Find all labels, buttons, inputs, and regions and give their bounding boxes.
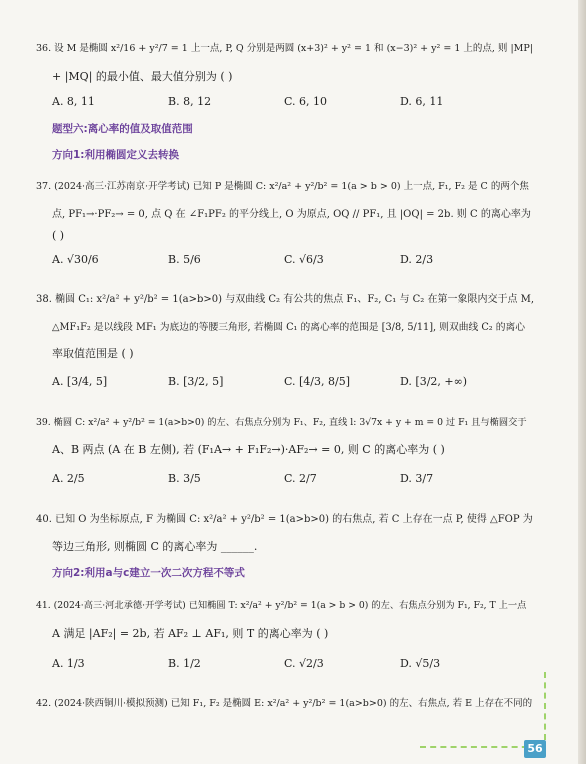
page-number: 56 <box>524 740 546 758</box>
q37-option-a[interactable]: A. √30/6 <box>52 253 99 266</box>
decorative-dashed-line <box>420 746 538 748</box>
q39-option-a[interactable]: A. 2/5 <box>52 472 85 485</box>
direction-heading-1: 方向1:利用椭圆定义去转换 <box>52 149 180 161</box>
section-heading: 题型六:离心率的值及取值范围 <box>52 123 193 135</box>
q40-line2: 等边三角形, 则椭圆 C 的离心率为 ______. <box>52 540 258 553</box>
q42-line1: 42. (2024·陕西铜川·模拟预测) 已知 F₁, F₂ 是椭圆 E: x²/a² + y²/b² = 1(a>b>0) 的左、右焦点, 若 E 上存在不同的 <box>36 698 533 709</box>
q39-line1: 39. 椭圆 C: x²/a² + y²/b² = 1(a>b>0) 的左、右焦点分别为 F₁、F₂, 直线 l: 3√7x + y + m = 0 过 F₁ 且与椭圆交于 <box>36 417 527 428</box>
q41-option-a[interactable]: A. 1/3 <box>52 657 85 670</box>
decorative-dashed-line <box>544 672 546 740</box>
q41-line1: 41. (2024·高三·河北承德·开学考试) 已知椭圆 T: x²/a² + y²/b² = 1(a > b > 0) 的左、右焦点分别为 F₁, F₂, T 上一点 <box>36 600 527 611</box>
q37-option-d[interactable]: D. 2/3 <box>400 253 434 266</box>
q38-option-d[interactable]: D. [3/2, +∞) <box>400 375 468 388</box>
q37-line2: 点, PF₁→·PF₂→ = 0, 点 Q 在 ∠F₁PF₂ 的平分线上, O 为原点, OQ // PF₁, 且 |OQ| = 2b. 则 C 的离心率为 <box>52 209 531 220</box>
q41-option-b[interactable]: B. 1/2 <box>168 657 201 670</box>
q38-option-a[interactable]: A. [3/4, 5] <box>52 375 108 388</box>
q36-line1: 36. 设 M 是椭圆 x²/16 + y²/7 = 1 上一点, P, Q 分别是两圆 (x+3)² + y² = 1 和 (x−3)² + y² = 1 上的点, 则 |MP| <box>36 43 533 54</box>
q38-line1: 38. 椭圆 C₁: x²/a² + y²/b² = 1(a>b>0) 与双曲线 C₂ 有公共的焦点 F₁、F₂, C₁ 与 C₂ 在第一象限内交于点 M, <box>36 294 535 305</box>
q36-line2: + |MQ| 的最小值、最大值分别为 ( ) <box>52 70 233 83</box>
direction-heading-2: 方向2:利用a与c建立一次二次方程不等式 <box>52 567 245 579</box>
q36-option-c[interactable]: C. 6, 10 <box>284 95 328 108</box>
q39-line2: A、B 两点 (A 在 B 左侧), 若 (F₁A→ + F₁F₂→)·AF₂→ = 0, 则 C 的离心率为 ( ) <box>52 443 445 456</box>
q37-option-c[interactable]: C. √6/3 <box>284 253 324 266</box>
q36-option-a[interactable]: A. 8, 11 <box>52 95 95 108</box>
q41-option-d[interactable]: D. √5/3 <box>400 657 441 670</box>
q36-option-d[interactable]: D. 6, 11 <box>400 95 444 108</box>
q39-option-c[interactable]: C. 2/7 <box>284 472 317 485</box>
q40-line1: 40. 已知 O 为坐标原点, F 为椭圆 C: x²/a² + y²/b² = 1(a>b>0) 的右焦点, 若 C 上存在一点 P, 使得 △FOP 为 <box>36 514 533 525</box>
q37-line1: 37. (2024·高三·江苏南京·开学考试) 已知 P 是椭圆 C: x²/a² + y²/b² = 1(a > b > 0) 上一点, F₁, F₂ 是 C 的两个焦 <box>36 181 529 192</box>
q39-option-b[interactable]: B. 3/5 <box>168 472 201 485</box>
q38-line3: 率取值范围是 ( ) <box>52 347 134 360</box>
q38-option-b[interactable]: B. [3/2, 5] <box>168 375 224 388</box>
q38-option-c[interactable]: C. [4/3, 8/5] <box>284 375 350 388</box>
q39-option-d[interactable]: D. 3/7 <box>400 472 434 485</box>
q36-option-b[interactable]: B. 8, 12 <box>168 95 212 108</box>
q37-line3: ( ) <box>52 229 65 242</box>
q41-option-c[interactable]: C. √2/3 <box>284 657 324 670</box>
q38-line2: △MF₁F₂ 是以线段 MF₁ 为底边的等腰三角形, 若椭圆 C₁ 的离心率的范围是 [3/8, 5/11], 则双曲线 C₂ 的离心 <box>52 322 526 333</box>
page-edge <box>578 0 586 764</box>
q41-line2: A 满足 |AF₂| = 2b, 若 AF₂ ⊥ AF₁, 则 T 的离心率为 ( ) <box>52 627 329 640</box>
q37-option-b[interactable]: B. 5/6 <box>168 253 201 266</box>
